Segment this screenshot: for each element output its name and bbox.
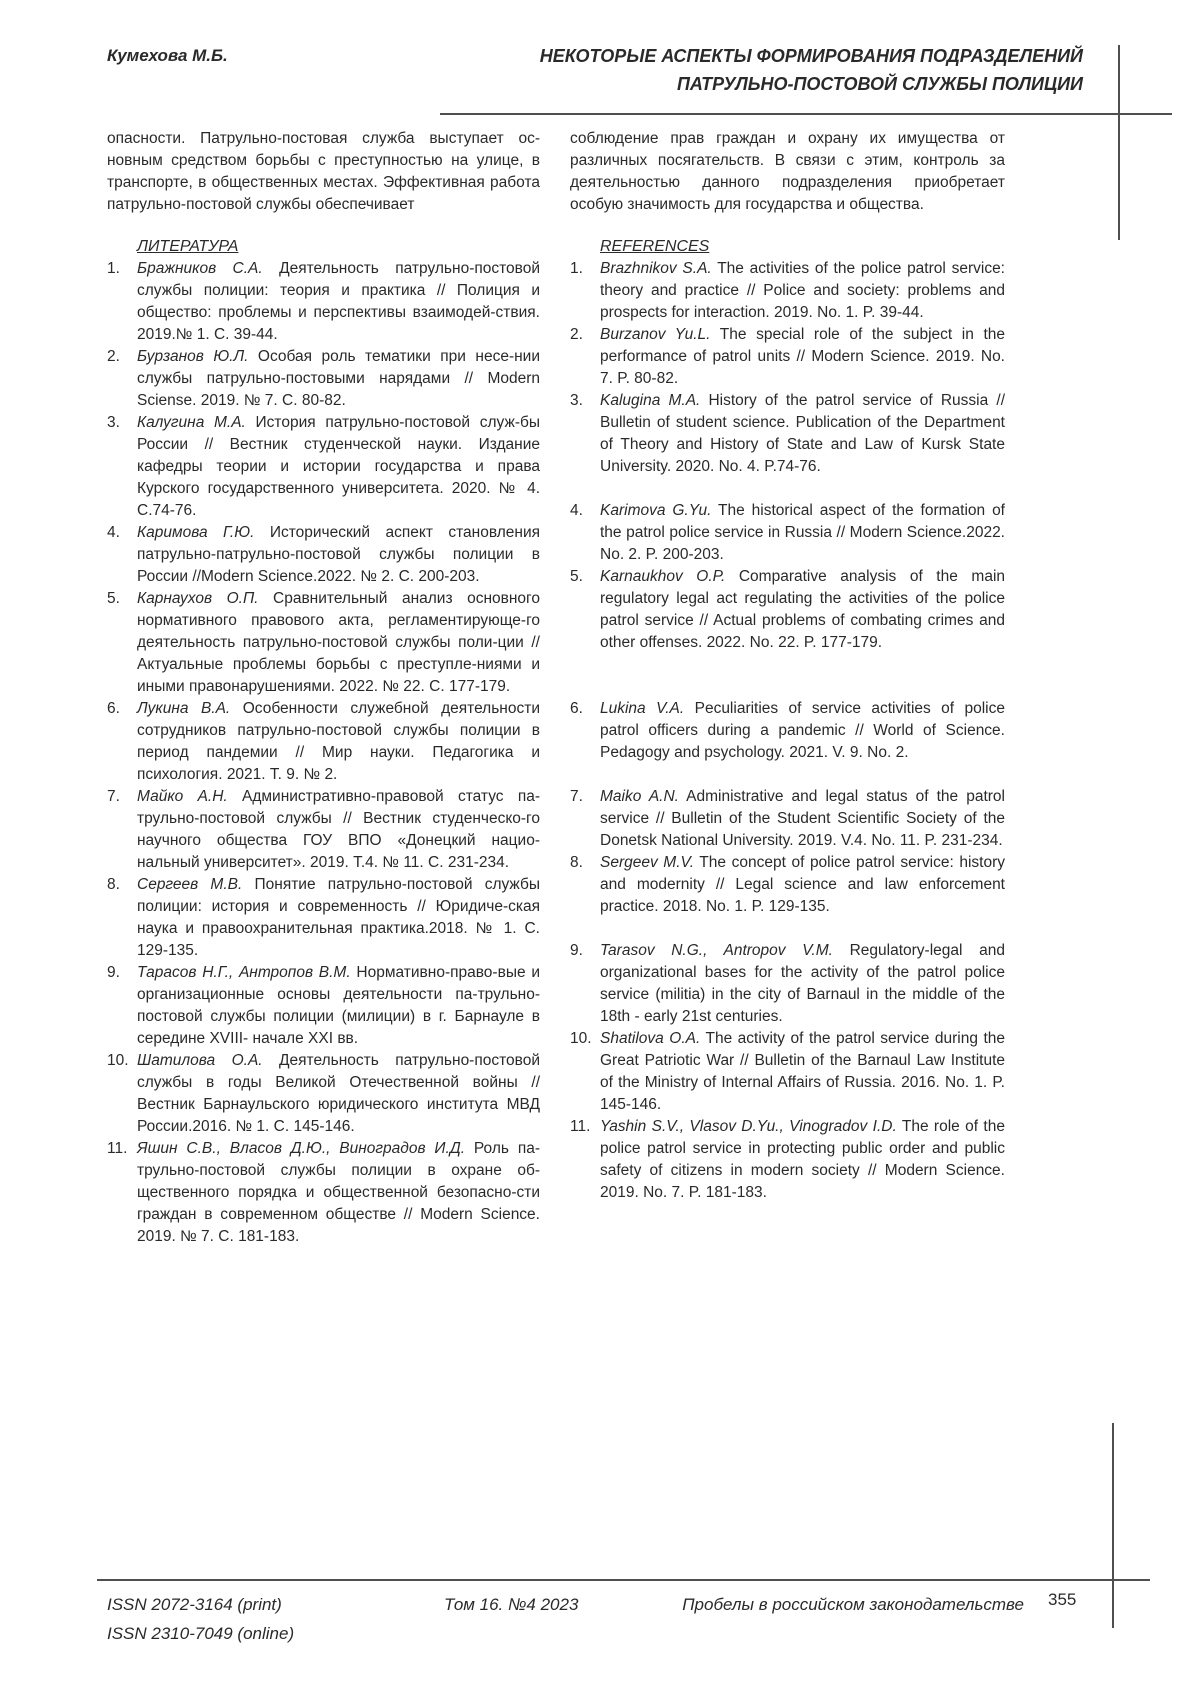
reference-text: Lukina V.A. Peculiarities of service activities of police patrol officers during a pandemic // World of Science. Pedagogy and psychology. 2021. V. 9. No. 2. [600,700,1005,761]
reference-authors: Лукина В.А. [137,700,231,717]
reference-number: 6. [107,700,120,717]
reference-number: 9. [570,942,583,959]
reference-authors: Karimova G.Yu. [600,502,712,519]
reference-item [107,346,540,412]
reference-text: Шатилова О.А. Деятельность патрульно-постовой службы в годы Великой Отечественной войны // Вестник Барнаульского юридического института МВД России.2016. № 1. С. 145-146. [137,1052,540,1135]
reference-item [107,698,540,786]
reference-number: 3. [570,392,583,409]
reference-authors: Тарасов Н.Г., Антропов В.М. [137,964,351,981]
volume-issue: Том 16. №4 2023 [444,1595,579,1614]
reference-text: Каримова Г.Ю. Исторический аспект становления патрульно-патрульно-постовой службы полиции в России //Modern Science.2022. № 2. С. 200-203. [137,524,540,585]
reference-number: 4. [107,524,120,541]
reference-item [570,500,1005,566]
left-column [107,128,540,1248]
reference-authors: Сергеев М.В. [137,876,243,893]
reference-item [570,1116,1005,1204]
reference-item [107,1138,540,1248]
journal-name: Пробелы в российском законодательстве [682,1595,1024,1614]
reference-authors: Шатилова О.А. [137,1052,263,1069]
footer-rule [97,1579,1150,1581]
reference-authors: Shatilova O.A. [600,1030,701,1047]
reference-number: 11. [570,1118,591,1135]
reference-item [107,786,540,874]
reference-authors: Brazhnikov S.A. [600,260,712,277]
reference-item [570,390,1005,478]
reference-authors: Майко А.Н. [137,788,228,805]
reference-text: Яшин С.В., Власов Д.Ю., Виноградов И.Д. Роль па-трульно-постовой службы полиции в охране об-щественного порядка и общественной безопасно-сти граждан в современном обществе // Modern Science. 2019. № 7. С. 181-183. [137,1140,540,1245]
reference-number: 7. [107,788,120,805]
intro-paragraph-right: соблюдение прав граждан и охрану их имущества от различных посягательств. В связи с этим, контроль за деятельностью данного подразделения приобретает особую значимость для государства и общества. [570,130,1005,213]
reference-text: Карнаухов О.П. Сравнительный анализ основного нормативного правового акта, регламентирующе-го деятельность патрульно-постовой службы поли-ции // Актуальные проблемы борьбы с преступле-ниями и иными правонарушениями. 2022. № 22. С. 177-179. [137,590,540,695]
issn-block [107,1590,294,1648]
reference-authors: Karnaukhov O.P. [600,568,726,585]
reference-number: 1. [107,260,120,277]
reference-number: 2. [570,326,583,343]
reference-text: Бурзанов Ю.Л. Особая роль тематики при несе-нии службы патрульно-постовыми нарядами // Modern Sciense. 2019. № 7. С. 80-82. [137,348,540,409]
reference-text: Maiko A.N. Administrative and legal status of the patrol service // Bulletin of the Student Scientific Society of the Donetsk National University. 2019. V.4. No. 11. P. 231-234. [600,788,1005,849]
reference-authors: Бурзанов Ю.Л. [137,348,249,365]
reference-item [107,258,540,346]
reference-authors: Burzanov Yu.L. [600,326,711,343]
reference-number: 4. [570,502,583,519]
reference-number: 2. [107,348,120,365]
reference-text: Tarasov N.G., Antropov V.M. Regulatory-legal and organizational bases for the activity of the patrol police service (militia) in the city of Barnaul in the middle of the 18th - early 21st centuries. [600,942,1005,1025]
page-number: 355 [1048,1590,1077,1609]
reference-item [570,258,1005,324]
reference-item [107,874,540,962]
running-header-title [383,42,1083,98]
references-heading: REFERENCES [600,238,710,255]
reference-number: 8. [107,876,120,893]
reference-text: Тарасов Н.Г., Антропов В.М. Нормативно-право-вые и организационные основы деятельности па-трульно-постовой службы полиции (милиции) в г. Барнауле в середине XVIII- начале XXI вв. [137,964,540,1047]
reference-authors: Kalugina M.A. [600,392,701,409]
reference-number: 6. [570,700,583,717]
reference-text: Лукина В.А. Особенности служебной деятельности сотрудников патрульно-постовой службы полиции в период пандемии // Мир науки. Педагогика и психология. 2021. Т. 9. № 2. [137,700,540,783]
reference-item [107,1050,540,1138]
reference-number: 9. [107,964,120,981]
reference-item [107,962,540,1050]
reference-authors: Sergeev M.V. [600,854,695,871]
reference-text: Майко А.Н. Административно-правовой статус па-трульно-постовой службы // Вестник студенческо-го научного общества ГОУ ВПО «Донецкий нацио-нальный университет». 2019. Т.4. № 11. С. 231-234. [137,788,540,871]
reference-item [107,588,540,698]
right-column [570,128,1005,1204]
reference-text: Сергеев М.В. Понятие патрульно-постовой службы полиции: история и современность // Юридиче-ская наука и правоохранительная практика.2018. № 1. С. 129-135. [137,876,540,959]
literature-list [107,258,540,1248]
reference-item [570,324,1005,390]
reference-item [570,940,1005,1028]
reference-number: 5. [570,568,583,585]
header-rule [440,113,1172,115]
reference-authors: Карнаухов О.П. [137,590,259,607]
reference-text: Kalugina M.A. History of the patrol service of Russia // Bulletin of student science. Publication of the Department of Theory and History of State and Law of Kursk State University. 2020. No. 4. P.74-76. [600,392,1006,475]
title-line-2: ПАТРУЛЬНО-ПОСТОВОЙ СЛУЖБЫ ПОЛИЦИИ [676,74,1083,94]
reference-text: Калугина М.А. История патрульно-постовой служ-бы России // Вестник студенческой науки. Издание кафедры теории и истории государства и права Курского государственного университета. 2020. № 4. С.74-76. [137,414,541,519]
reference-number: 8. [570,854,583,871]
issn-online: ISSN 2310-7049 (online) [107,1624,295,1643]
reference-number: 1. [570,260,583,277]
literature-heading: ЛИТЕРАТУРА [137,238,239,255]
reference-authors: Tarasov N.G., Antropov V.M. [600,942,833,959]
issn-print: ISSN 2072-3164 (print) [107,1595,282,1614]
reference-text: Shatilova O.A. The activity of the patrol service during the Great Patriotic War // Bulletin of the Barnaul Law Institute of the Ministry of Internal Affairs of Russia. 2016. No. 1. P. 145-146. [600,1030,1005,1113]
reference-text: Бражников С.А. Деятельность патрульно-постовой службы полиции: теория и практика // Полиция и общество: проблемы и перспективы взаимодей-ствия. 2019.№ 1. С. 39-44. [137,260,541,343]
reference-authors: Калугина М.А. [137,414,246,431]
reference-item [570,1028,1005,1116]
reference-number: 11. [107,1140,128,1157]
top-right-vertical-rule [1118,45,1120,240]
reference-item [570,852,1005,918]
reference-item [107,412,540,522]
reference-text: Karimova G.Yu. The historical aspect of the formation of the patrol police service in Russia // Modern Science.2022. No. 2. P. 200-203. [600,502,1005,563]
running-header-author: Кумехова М.Б. [107,46,228,65]
reference-item [570,786,1005,852]
title-line-1: НЕКОТОРЫЕ АСПЕКТЫ ФОРМИРОВАНИЯ ПОДРАЗДЕЛЕНИЙ [539,46,1083,66]
reference-text: Burzanov Yu.L. The special role of the subject in the performance of patrol units // Modern Science. 2019. No. 7. P. 80-82. [600,326,1006,387]
reference-item [570,698,1005,764]
reference-authors: Maiko A.N. [600,788,679,805]
reference-number: 7. [570,788,583,805]
references-list [570,258,1005,1204]
reference-authors: Lukina V.A. [600,700,685,717]
reference-item [107,522,540,588]
reference-number: 10. [570,1030,592,1047]
reference-authors: Яшин С.В., Власов Д.Ю., Виноградов И.Д. [137,1140,466,1157]
reference-text: Sergeev M.V. The concept of police patrol service: history and modernity // Legal science and law enforcement practice. 2018. No. 1. P. 129-135. [600,854,1005,915]
reference-text: Yashin S.V., Vlasov D.Yu., Vinogradov I.D. The role of the police patrol service in protecting public order and public safety of citizens in modern society // Modern Science. 2019. No. 7. P. 181-183. [600,1118,1005,1201]
reference-number: 10. [107,1052,129,1069]
reference-number: 5. [107,590,120,607]
reference-authors: Бражников С.А. [137,260,263,277]
intro-paragraph-left: опасности. Патрульно-постовая служба выступает ос-новным средством борьбы с преступностью на улице, в транспорте, в общественных местах. Эффективная работа патрульно-постовой службы обеспечивает [107,130,540,213]
reference-number: 3. [107,414,120,431]
reference-item [570,566,1005,654]
reference-text: Brazhnikov S.A. The activities of the police patrol service: theory and practice // Police and society: problems and prospects for interaction. 2019. No. 1. P. 39-44. [600,260,1005,321]
bottom-right-vertical-rule [1112,1423,1114,1628]
reference-text: Karnaukhov O.P. Comparative analysis of the main regulatory legal act regulating the activities of the police patrol service // Actual problems of combating crimes and other offenses. 2022. No. 22. P. 177-179. [600,568,1006,651]
reference-authors: Yashin S.V., Vlasov D.Yu., Vinogradov I.D. [600,1118,897,1135]
reference-authors: Каримова Г.Ю. [137,524,255,541]
